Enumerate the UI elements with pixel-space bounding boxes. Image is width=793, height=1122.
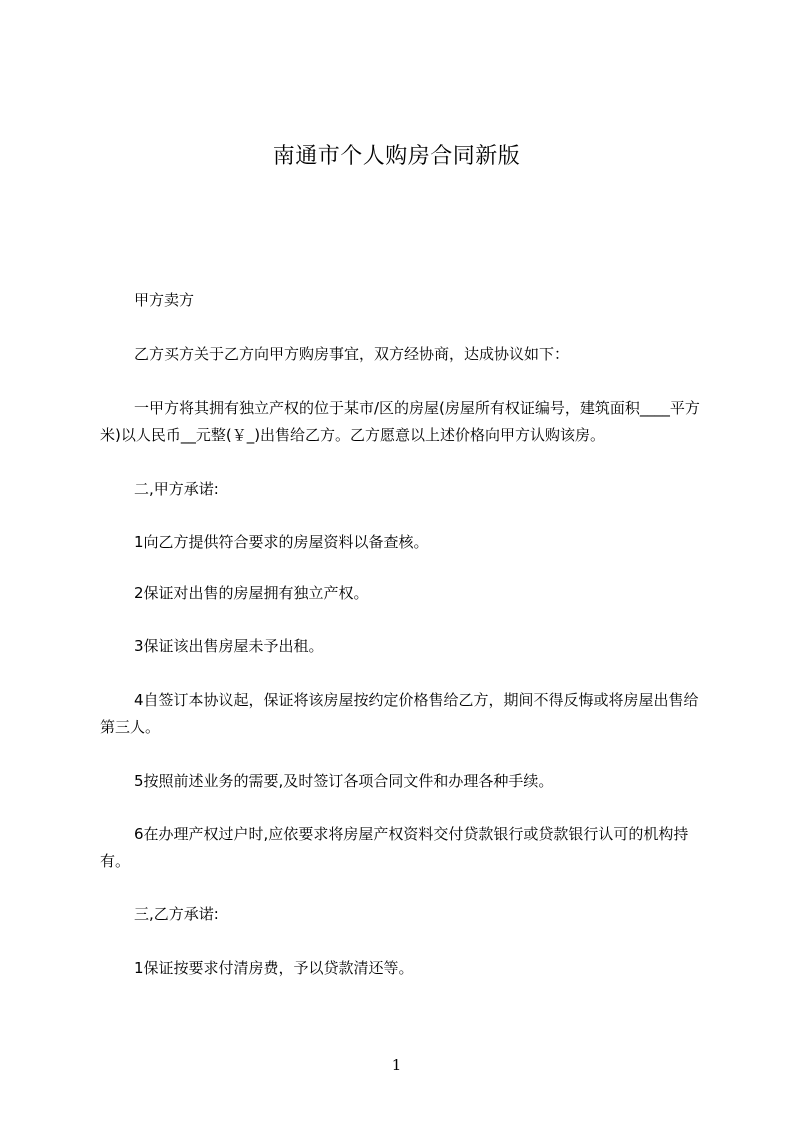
paragraph-party-b: 乙方买方关于乙方向甲方购房事宜，双方经协商，达成协议如下：	[134, 345, 570, 363]
paragraph-section-3-heading: 三,乙方承诺:	[134, 905, 219, 923]
paragraph-section-2-item-3: 3保证该出售房屋未予出租。	[134, 637, 324, 655]
paragraph-clause-1: 一甲方将其拥有独立产权的位于某市/区的房屋(房屋所有权证编号，建筑面积____平方米)以人民币__元整(￥_)出售给乙方。乙方愿意以上述价格向甲方认购该房。	[100, 399, 700, 444]
paragraph-section-2-item-2: 2保证对出售的房屋拥有独立产权。	[134, 584, 369, 602]
paragraph-section-2-item-4: 4自签订本协议起，保证将该房屋按约定价格售给乙方，期间不得反悔或将房屋出售给第三人。	[100, 691, 699, 736]
paragraph-party-a: 甲方卖方	[134, 291, 195, 309]
paragraph-section-2-item-5: 5按照前述业务的需要,及时签订各项合同文件和办理各种手续。	[134, 772, 554, 790]
paragraph-section-3-item-1: 1保证按要求付清房费，予以贷款清还等。	[134, 959, 414, 977]
document-title: 南通市个人购房合同新版	[272, 144, 521, 169]
paragraph-section-2-item-1: 1向乙方提供符合要求的房屋资料以备查核。	[134, 533, 429, 551]
paragraph-section-2-heading: 二,甲方承诺:	[134, 480, 219, 498]
paragraph-section-2-item-6: 6在办理产权过户时,应依要求将房屋产权资料交付贷款银行或贷款银行认可的机构持有。	[100, 825, 689, 870]
page-number: 1	[391, 1056, 402, 1074]
